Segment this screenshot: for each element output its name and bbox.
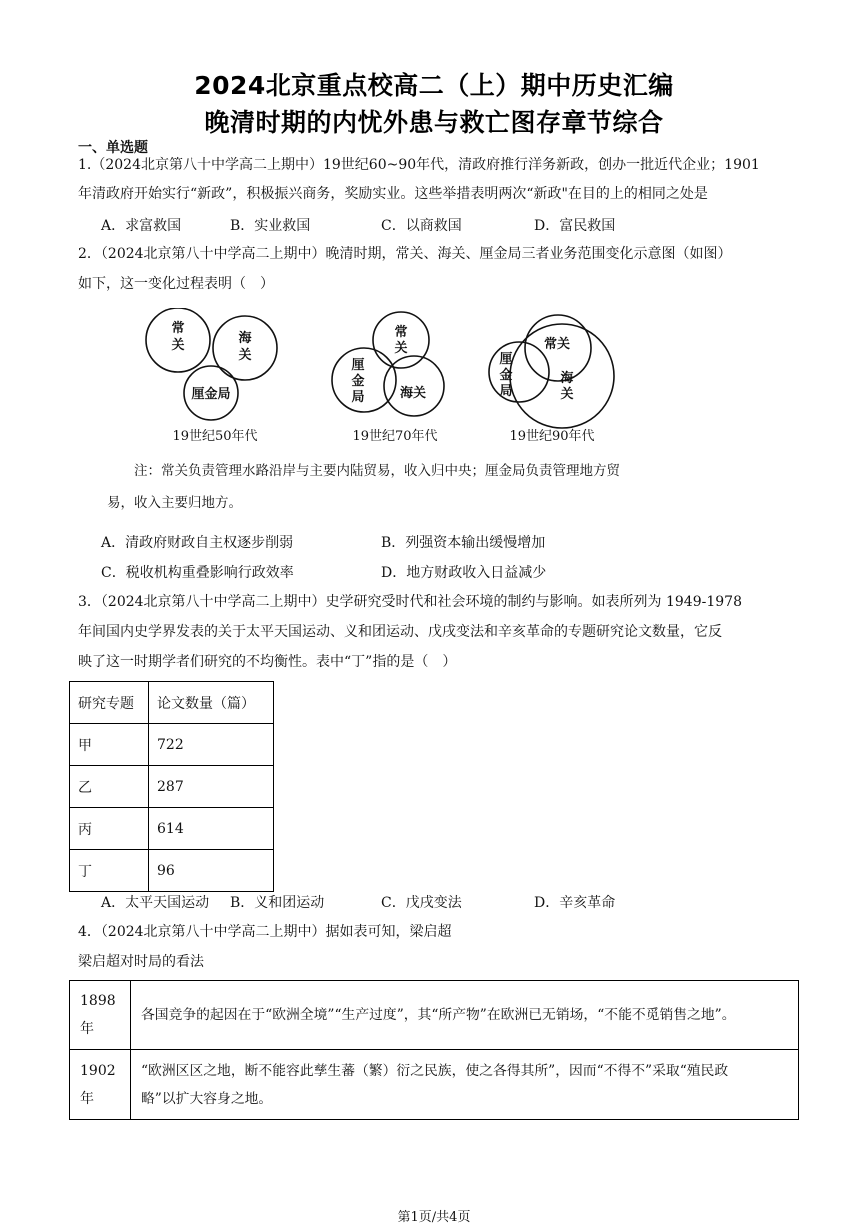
venn1-label-hai: 海 <box>238 331 252 346</box>
venn3-label-jin: 金 <box>499 368 513 383</box>
table-cell: 丁 <box>70 850 149 892</box>
venn1-caption: 19世纪50年代 <box>172 429 258 444</box>
venn2-label-chang: 常 <box>394 325 408 340</box>
venn2-label-li: 厘 <box>351 358 365 373</box>
table-year-cell <box>70 981 131 1050</box>
table-row <box>70 1050 799 1120</box>
venn1-label-guan: 关 <box>171 338 185 353</box>
tax-agency-venn-figure <box>120 308 740 458</box>
q2-stem-line2: 如下，这一变化过程表明（ ） <box>78 276 274 292</box>
table-cell: 乙 <box>70 766 149 808</box>
table-row <box>70 766 274 808</box>
q3-option-d: D．辛亥革命 <box>534 895 616 911</box>
venn1-label-chang: 常 <box>171 321 185 336</box>
q3-option-c: C．戊戌变法 <box>381 895 462 911</box>
doc-title-line2: 晚清时期的内忧外患与救亡图存章节综合 <box>204 108 664 137</box>
venn3-label-changguan: 常关 <box>543 337 571 352</box>
table-text-cell <box>131 1050 799 1120</box>
text-line: “欧洲区区之地，断不能容此孳生蕃（繁）衍之民族，使之各得其所”，因而“不得不”采取“殖民政 <box>141 1062 729 1079</box>
year-number: 1898 <box>80 993 116 1009</box>
q1-option-c: C．以商救国 <box>381 218 462 234</box>
venn1-label-lijin: 厘金局 <box>191 387 231 402</box>
table-cell: 287 <box>149 766 274 808</box>
text-line: 各国竞争的起因在于“欧洲全境”“生产过度”，其“所产物”在欧洲已无销场，“不能不觅销售之地”。 <box>141 1007 736 1023</box>
table-row <box>70 850 274 892</box>
q1-option-d: D．富民救国 <box>534 218 616 234</box>
venn2-label-ju: 局 <box>351 390 365 405</box>
q2-option-b: B．列强资本输出缓慢增加 <box>381 535 546 551</box>
table-cell: 722 <box>149 724 274 766</box>
q1-option-a: A．求富救国 <box>101 218 182 234</box>
venn2-caption: 19世纪70年代 <box>352 429 438 444</box>
q3-stem-line3: 映了这一时期学者们研究的不均衡性。表中“丁”指的是（ ） <box>78 654 457 670</box>
venn3-label-li: 厘 <box>499 352 513 367</box>
table-cell: 甲 <box>70 724 149 766</box>
q1-option-b: B．实业救国 <box>230 218 311 234</box>
year-unit: 年 <box>80 1021 94 1037</box>
table-header-row <box>70 682 274 724</box>
table-cell: 96 <box>149 850 274 892</box>
table-cell: 614 <box>149 808 274 850</box>
q2-option-c: C．税收机构重叠影响行政效率 <box>101 565 294 581</box>
doc-title-line1: 2024北京重点校高二（上）期中历史汇编 <box>194 71 674 100</box>
year-unit: 年 <box>80 1090 94 1107</box>
q3-data-table <box>69 681 274 892</box>
year-number: 1902 <box>80 1062 116 1079</box>
q4-data-table <box>69 980 799 1120</box>
table-year-cell <box>70 1050 131 1120</box>
table-row <box>70 724 274 766</box>
venn1-label-hguan: 关 <box>238 348 252 363</box>
table-row <box>70 981 799 1050</box>
table-cell: 丙 <box>70 808 149 850</box>
table-header-cell: 研究专题 <box>70 682 149 724</box>
q2-stem-line1: 2．（2024北京第八十中学高二上期中）晚清时期，常关、海关、厘金局三者业务范围变化示意图（如图） <box>78 246 732 262</box>
venn3-lijin-circle <box>489 342 549 402</box>
venn3-label-hai: 海 <box>560 371 574 386</box>
q2-figure-note-line2: 易，收入主要归地方。 <box>107 495 242 511</box>
venn2-label-guan: 关 <box>394 341 408 356</box>
section-heading: 一、单选题 <box>78 140 148 156</box>
table-header-cell: 论文数量（篇） <box>149 682 274 724</box>
venn2-label-jin: 金 <box>351 374 365 389</box>
q3-stem-line2: 年间国内史学界发表的关于太平天国运动、义和团运动、戊戌变法和辛亥革命的专题研究论文数量，它反 <box>78 624 722 640</box>
q3-option-a: A．太平天国运动 <box>101 895 210 911</box>
venn3-label-ju: 局 <box>499 384 513 399</box>
table-row <box>70 808 274 850</box>
q3-stem-line1: 3．（2024北京第八十中学高二上期中）史学研究受时代和社会环境的制约与影响。如表所列为 1949-1978 <box>78 594 742 610</box>
venn3-caption: 19世纪90年代 <box>509 429 595 444</box>
q2-option-d: D．地方财政收入日益减少 <box>381 565 547 581</box>
q2-figure-note-line1: 注：常关负责管理水路沿岸与主要内陆贸易，收入归中央；厘金局负责管理地方贸 <box>134 463 620 479</box>
venn2-label-haiguan: 海关 <box>399 386 427 401</box>
text-line: 略”以扩大容身之地。 <box>141 1090 273 1107</box>
q1-stem-line1: 1.（2024北京第八十中学高二上期中）19世纪60~90年代，清政府推行洋务新政，创办一批近代企业；1901 <box>78 157 760 173</box>
q4-table-caption: 梁启超对时局的看法 <box>78 954 204 970</box>
q4-stem-line1: 4．（2024北京第八十中学高二上期中）据如表可知，梁启超 <box>78 924 452 940</box>
q1-stem-line2: 年清政府开始实行“新政”，积极振兴商务，奖励实业。这些举措表明两次“新政"在目的上的相同之处是 <box>78 186 708 202</box>
q3-option-b: B．义和团运动 <box>230 895 325 911</box>
venn3-label-hguan: 关 <box>560 387 574 402</box>
q2-option-a: A．清政府财政自主权逐步削弱 <box>101 535 294 551</box>
page-footer: 第1页/共4页 <box>397 1210 471 1225</box>
table-text-cell <box>131 981 799 1050</box>
